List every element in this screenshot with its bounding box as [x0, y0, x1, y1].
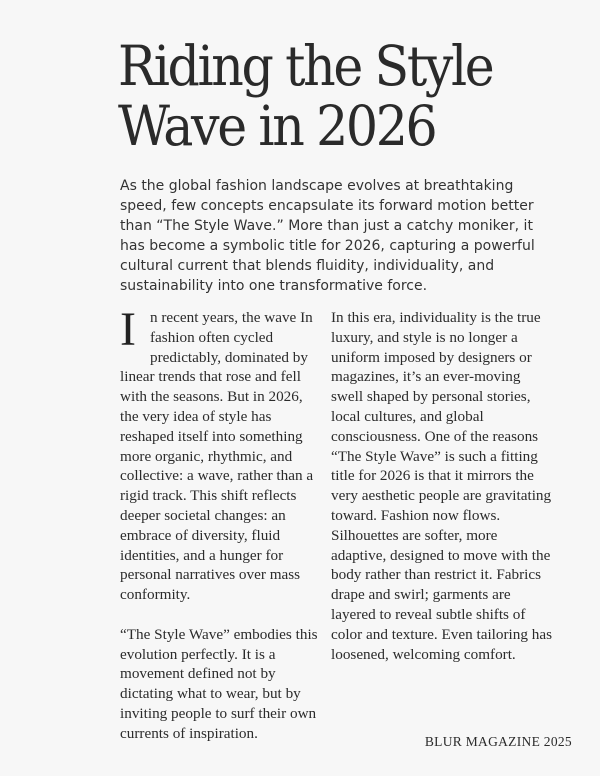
left-column [120, 303, 323, 744]
right-column [331, 308, 552, 664]
article-title: Riding the Style Wave in 2026 [118, 34, 493, 158]
drop-cap: I [120, 303, 136, 356]
paragraph-1 [120, 303, 323, 605]
paragraph-3: In this era, individuality is the true luxury, and style is no longer a uniform imposed by designers or magazines, it’s an ever-moving swell shaped by personal stories, local cultures, and global consciousness. One of the reasons “The Style Wave” is such a fitting title for 2026 is that it mirrors the very aesthetic people are gravitating toward. Fashion now flows. Silhouettes are softer, more adaptive, designed to move with the body rather than restrict it. Fabrics drape and swirl; garments are layered to reveal subtle shifts of color and texture. Even tailoring has loosened, welcoming comfort. [331, 309, 552, 663]
article-lead: As the global fashion landscape evolves at breathtaking speed, few concepts encapsulate its forward motion better than “The Style Wave.” More than just a catchy moniker, it has become a symbolic title for 2026, capturing a powerful cultural current that blends fluidity, individuality, and sustainability into one transformative force. [120, 178, 535, 294]
magazine-footer: BLUR MAGAZINE 2025 [424, 734, 572, 749]
paragraph-2: “The Style Wave” embodies this evolution perfectly. It is a movement defined not by dictating what to wear, but by inviting people to surf their own currents of inspiration. [120, 625, 318, 742]
paragraph-1-text: n recent years, the wave In fashion often cycled predictably, dominated by linear trends that rose and fell with the seasons. But in 2026, the very idea of style has reshaped itself into something more organic, rhythmic, and collective: a wave, rather than a rigid track. This shift reflects deeper societal changes: an embrace of diversity, fluid identities, and a hunger for personal narratives over mass conformity. [120, 309, 314, 604]
